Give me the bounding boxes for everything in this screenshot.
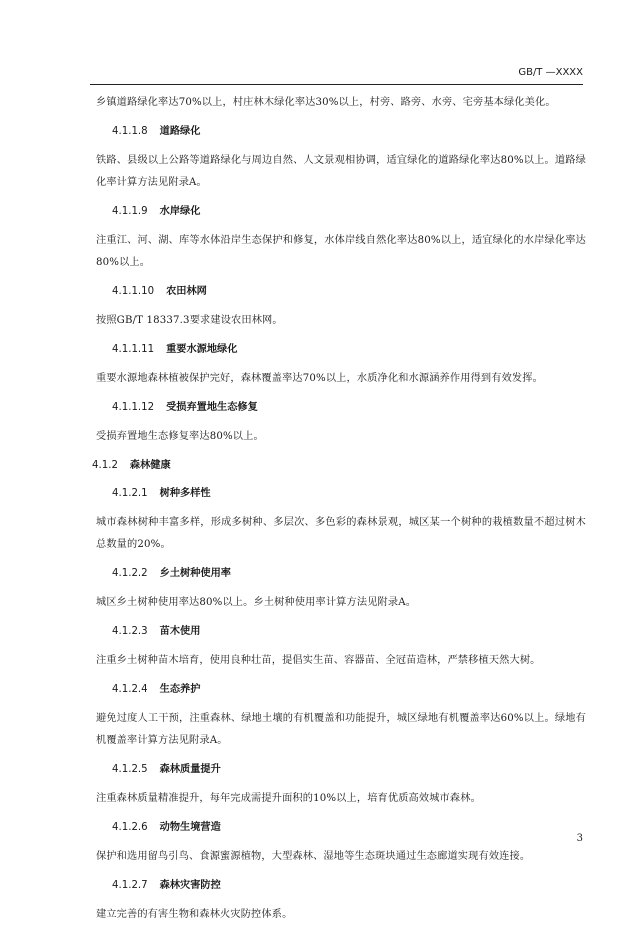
body-paragraph: 重要水源地森林植被保护完好，森林覆盖率达70%以上，水质净化和水源涵养作用得到有效发挥。 <box>96 373 543 384</box>
clause-heading <box>96 680 586 700</box>
clause-heading <box>96 484 586 504</box>
clause-heading <box>96 876 586 896</box>
clause-number: 4.1.1.10 <box>112 286 155 297</box>
clause-heading <box>96 622 586 642</box>
clause-title: 森林灾害防控 <box>159 880 221 891</box>
clause-title: 动物生境营造 <box>159 822 221 833</box>
body-paragraph: 避免过度人工干预，注重森林、绿地土壤的有机覆盖和功能提升，城区绿地有机覆盖率达60%以上。绿地有机覆盖率计算方法见附录A。 <box>96 713 586 746</box>
clause-title: 重要水源地绿化 <box>166 344 238 355</box>
clause-title: 苗木使用 <box>159 626 201 637</box>
clause-title: 树种多样性 <box>159 488 211 499</box>
clause-heading <box>96 282 586 302</box>
clause-number: 4.1.1.8 <box>112 126 148 137</box>
body-paragraph: 铁路、县级以上公路等道路绿化与周边自然、人文景观相协调，适宜绿化的道路绿化率达80%以上。道路绿化率计算方法见附录A。 <box>96 155 586 188</box>
clause-title: 受损弃置地生态修复 <box>166 402 258 413</box>
clause-number: 4.1.1.11 <box>112 344 155 355</box>
clause-title: 水岸绿化 <box>159 206 201 217</box>
clause-number: 4.1.2.4 <box>112 684 148 695</box>
document-code-header: GB/T —XXXX <box>518 67 583 78</box>
page-number: 3 <box>576 833 583 844</box>
clause-title: 农田林网 <box>166 286 207 297</box>
clause-number: 4.1.2.1 <box>112 488 148 499</box>
clause-heading <box>96 202 586 222</box>
clause-title: 道路绿化 <box>159 126 201 137</box>
body-paragraph: 乡镇道路绿化率达70%以上，村庄林木绿化率达30%以上，村旁、路旁、水旁、宅旁基本绿化美化。 <box>96 97 556 108</box>
section-heading <box>92 456 586 476</box>
body-paragraph: 保护和选用留鸟引鸟、食源蜜源植物，大型森林、湿地等生态斑块通过生态廊道实现有效连接。 <box>96 851 531 862</box>
body-paragraph: 城市森林树种丰富多样，形成多树种、多层次、多色彩的森林景观，城区某一个树种的栽植数量不超过树木总数量的20%。 <box>96 517 586 550</box>
clause-number: 4.1.2.5 <box>112 764 148 775</box>
clause-heading <box>96 564 586 584</box>
clause-heading <box>96 122 586 142</box>
body-paragraph: 受损弃置地生态修复率达80%以上。 <box>96 431 264 442</box>
clause-number: 4.1.2.6 <box>112 822 148 833</box>
clause-heading <box>96 760 586 780</box>
body-paragraph: 按照GB/T 18337.3要求建设农田林网。 <box>96 315 283 326</box>
clause-heading <box>96 818 586 838</box>
clause-title: 森林质量提升 <box>159 764 221 775</box>
clause-number: 4.1.2.2 <box>112 568 148 579</box>
clause-title: 生态养护 <box>159 684 201 695</box>
document-body <box>92 92 586 934</box>
section-number: 4.1.2 <box>92 460 118 471</box>
clause-number: 4.1.2.3 <box>112 626 148 637</box>
body-paragraph: 注重森林质量精准提升，每年完成需提升面积的10%以上，培育优质高效城市森林。 <box>96 793 481 804</box>
body-paragraph: 城区乡土树种使用率达80%以上。乡土树种使用率计算方法见附录A。 <box>96 597 417 608</box>
clause-number: 4.1.2.7 <box>112 880 148 891</box>
body-paragraph: 注重江、河、湖、库等水体沿岸生态保护和修复，水体岸线自然化率达80%以上，适宜绿化的水岸绿化率达80%以上。 <box>96 235 586 268</box>
header-divider <box>90 84 583 85</box>
section-title: 森林健康 <box>129 460 171 471</box>
clause-number: 4.1.1.12 <box>112 402 155 413</box>
clause-heading <box>96 340 586 360</box>
clause-heading <box>96 398 586 418</box>
body-paragraph: 建立完善的有害生物和森林火灾防控体系。 <box>96 909 293 920</box>
body-paragraph: 注重乡土树种苗木培育，使用良种壮苗，提倡实生苗、容器苗、全冠苗造林，严禁移植天然大树。 <box>96 655 541 666</box>
clause-number: 4.1.1.9 <box>112 206 148 217</box>
clause-title: 乡土树种使用率 <box>159 568 231 579</box>
